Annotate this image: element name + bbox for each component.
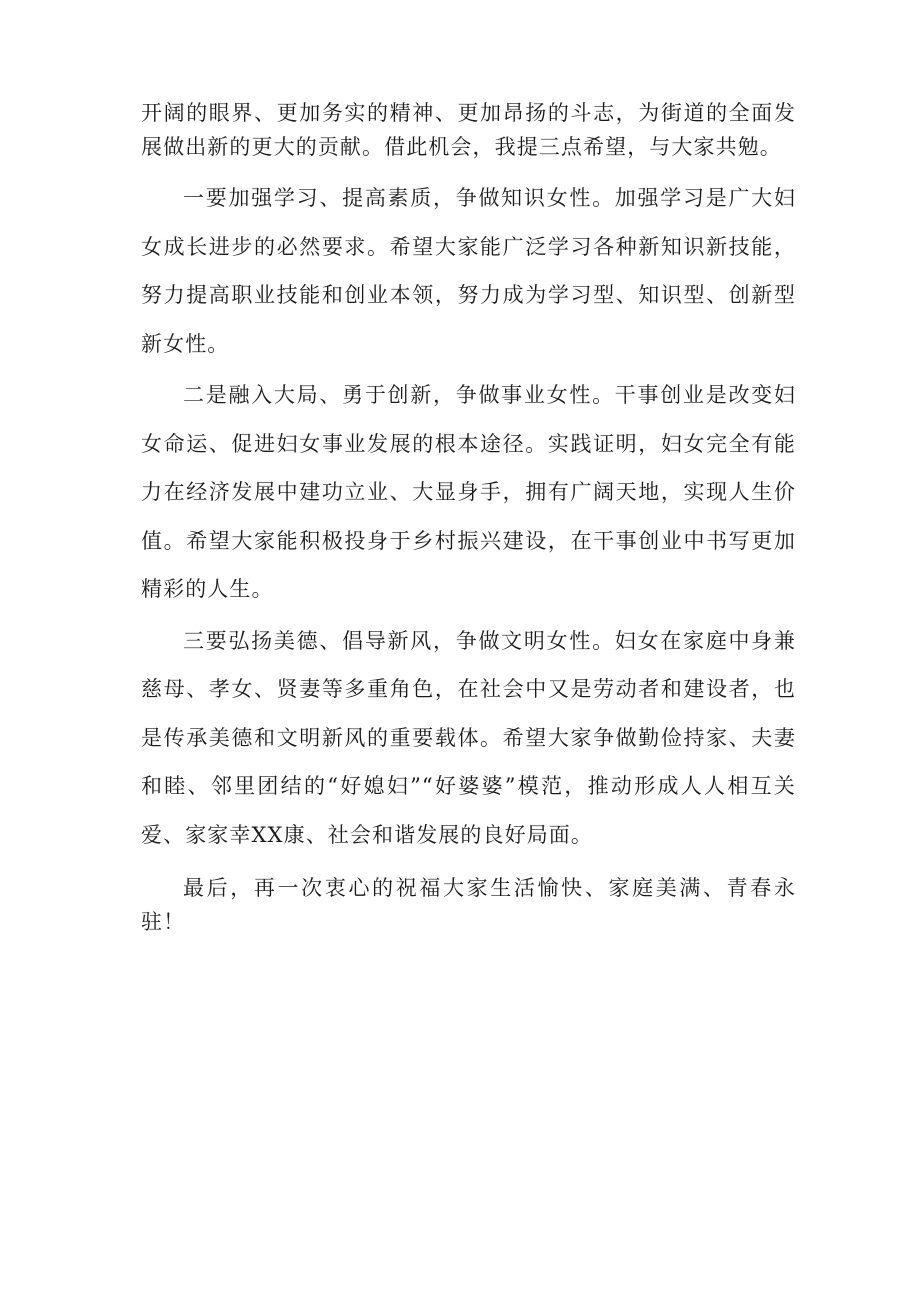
paragraph-hope-three: 三要弘扬美德、倡导新风，争做文明女性。妇女在家庭中身兼慈母、孝女、贤妻等多重角色，在社会中又是劳动者和建设者，也是传承美德和文明新风的重要载体。希望大家争做勤俭持家、夫妻和睦、邻里团结的“好媳妇”“好婆婆”模范，推动形成人人相互关爱、家家幸XX康、社会和谐发展的良好局面。 bbox=[141, 628, 796, 847]
paragraph-continuation: 开阔的眼界、更加务实的精神、更加昂扬的斗志，为街道的全面发展做出新的更大的贡献。借此机会，我提三点希望，与大家共勉。 bbox=[141, 101, 796, 159]
paragraph-hope-one: 一要加强学习、提高素质，争做知识女性。加强学习是广大妇女成长进步的必然要求。希望大家能广泛学习各种新知识新技能，努力提高职业技能和创业本领，努力成为学习型、知识型、创新型新女性。 bbox=[141, 186, 796, 356]
document-body bbox=[141, 96, 796, 939]
paragraph-hope-two: 二是融入大局、勇于创新，争做事业女性。干事创业是改变妇女命运、促进妇女事业发展的根本途径。实践证明，妇女完全有能力在经济发展中建功立业、大显身手，拥有广阔天地，实现人生价值。希望大家能积极投身于乡村振兴建设，在干事创业中书写更加精彩的人生。 bbox=[141, 383, 796, 601]
paragraph-closing: 最后，再一次衷心的祝福大家生活愉快、家庭美满、青春永驻！ bbox=[141, 876, 796, 934]
